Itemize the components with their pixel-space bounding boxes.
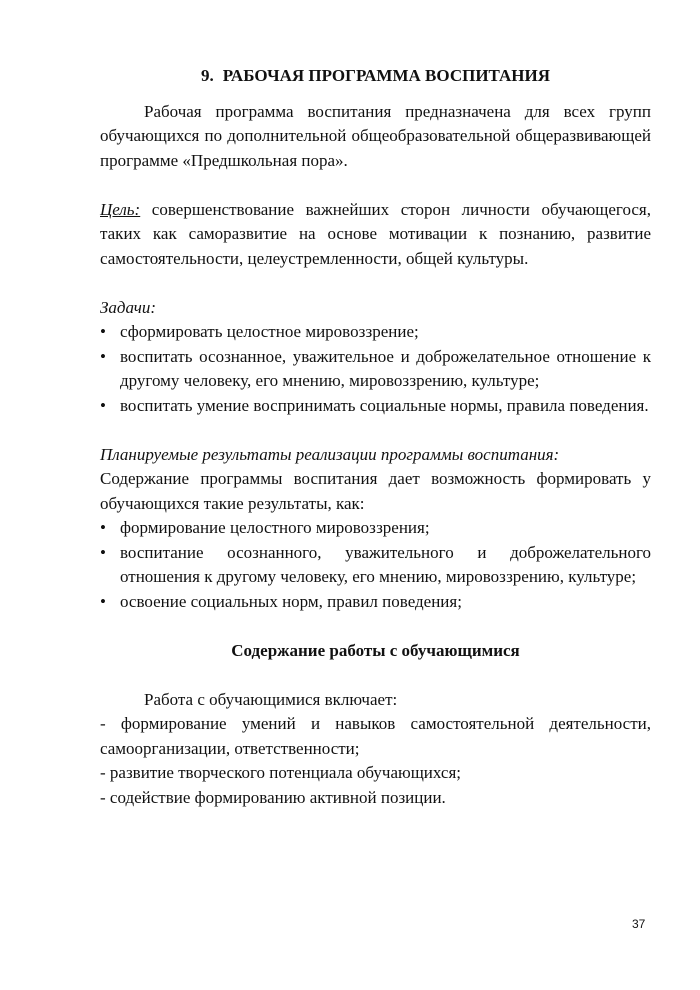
list-item-text: освоение социальных норм, правил поведения; <box>120 591 462 611</box>
tasks-list <box>100 320 651 418</box>
list-item <box>100 541 651 590</box>
list-item-text: воспитание осознанного, уважительного и доброжелательного отношения к другому человеку, его мнению, мировоззрению, культуре; <box>120 542 651 586</box>
results-list <box>100 516 651 614</box>
goal-paragraph <box>100 198 651 272</box>
list-item <box>100 590 651 615</box>
list-item-text: воспитать осознанное, уважительное и доброжелательное отношение к другому человеку, его мнению, мировоззрению, культуре; <box>120 346 651 390</box>
section-title: РАБОЧАЯ ПРОГРАММА ВОСПИТАНИЯ <box>222 66 551 85</box>
bullet-icon: • <box>100 518 106 537</box>
list-item-text: воспитать умение воспринимать социальные нормы, правила поведения. <box>120 395 649 415</box>
page-number: 37 <box>632 917 646 931</box>
list-item <box>100 345 651 394</box>
section-number: 9. <box>200 66 214 85</box>
list-item <box>100 394 651 419</box>
bullet-icon: • <box>100 591 106 611</box>
list-item-text: формирование целостного мировоззрения; <box>120 518 430 537</box>
list-item-text: сформировать целостное мировоззрение; <box>120 322 419 341</box>
work-intro: Работа с обучающимися включает: <box>144 689 398 709</box>
work-heading: Содержание работы с обучающимися <box>231 640 520 660</box>
goal-text: совершенствование важнейших сторон личности обучающегося, таких как саморазвитие на основе мотивации к познанию, развитие самостоятельности, целеустремленности, общей культуры. <box>100 199 651 268</box>
list-item <box>100 320 651 345</box>
document-page <box>100 64 651 810</box>
results-intro: Содержание программы воспитания дает возможность формировать у обучающихся такие результаты, как: <box>100 469 651 513</box>
list-item: - содействие формированию активной позиции. <box>100 787 446 807</box>
list-item: - развитие творческого потенциала обучающихся; <box>100 763 461 782</box>
list-item <box>100 516 651 541</box>
bullet-icon: • <box>100 346 106 366</box>
results-label: Планируемые результаты реализации программы воспитания: <box>100 444 560 464</box>
bullet-icon: • <box>100 395 106 415</box>
list-item: - формирование умений и навыков самостоятельной деятельности, самоорганизации, ответственности; <box>100 714 651 758</box>
section-heading <box>100 64 651 89</box>
intro-paragraph: Рабочая программа воспитания предназначена для всех групп обучающихся по дополнительной общеобразовательной общеразвивающей программе «Предшкольная пора». <box>100 101 651 170</box>
tasks-label: Задачи: <box>100 297 157 317</box>
goal-label: Цель: <box>100 199 141 219</box>
bullet-icon: • <box>100 542 106 562</box>
bullet-icon: • <box>100 322 106 341</box>
